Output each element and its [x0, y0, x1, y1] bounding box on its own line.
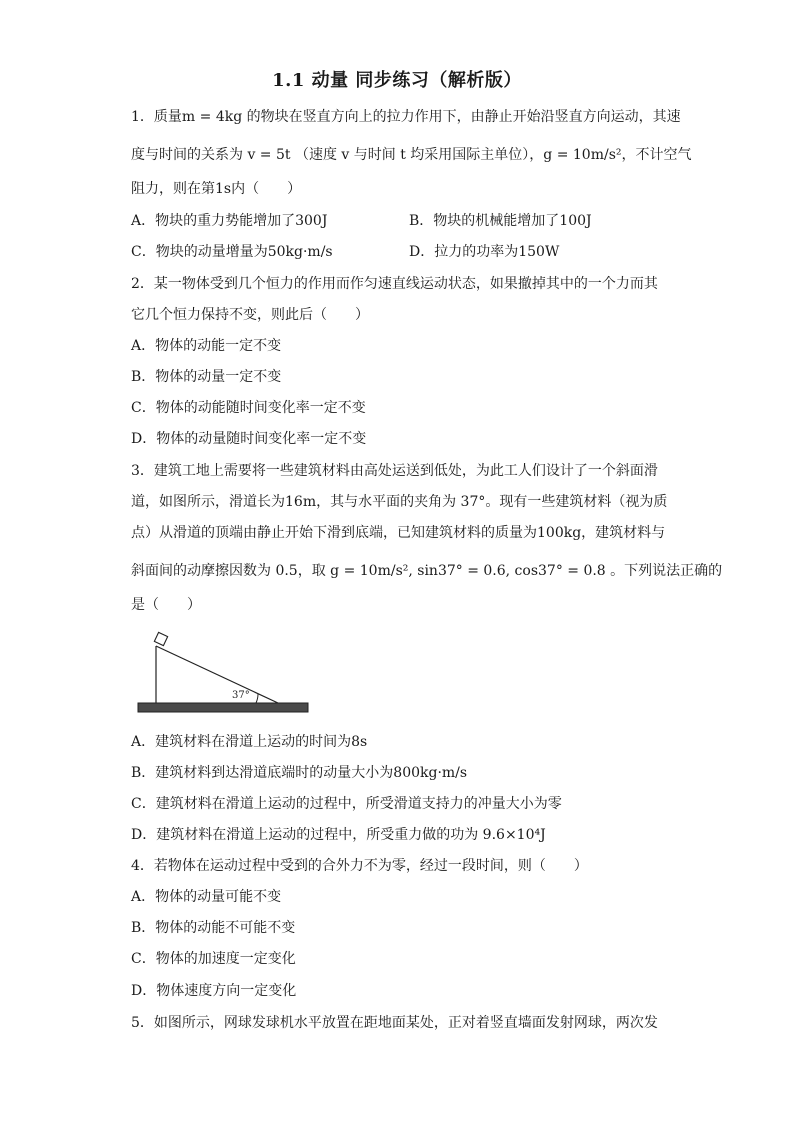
- q2-option-c: C．物体的动能随时间变化率一定不变: [131, 400, 366, 416]
- q1-option-d: D．拉力的功率为150W: [409, 244, 560, 260]
- angle-arc: [256, 694, 258, 703]
- q1-option-b: B．物块的机械能增加了100J: [409, 213, 592, 229]
- incline-slope: [156, 646, 278, 703]
- q2-stem-line-1: 2．某一物体受到几个恒力的作用而作匀速直线运动状态，如果撤掉其中的一个力而其: [131, 276, 658, 292]
- q4-option-b: B．物体的动能不可能不变: [131, 920, 296, 936]
- q4-stem-line-1: 4．若物体在运动过程中受到的合外力不为零，经过一段时间，则（ ）: [131, 858, 588, 874]
- page-title: 1.1 动量 同步练习（解析版）: [272, 70, 522, 91]
- q4-option-d: D．物体速度方向一定变化: [131, 983, 297, 999]
- angle-label: 37°: [232, 690, 250, 701]
- q1-stem-line-1: 1．质量m = 4kg 的物块在竖直方向上的拉力作用下，由静止开始沿竖直方向运动，其速: [131, 109, 681, 125]
- q5-stem-line-1: 5．如图所示，网球发球机水平放置在距地面某处，正对着竖直墙面发射网球，两次发: [131, 1015, 658, 1031]
- q2-option-b: B．物体的动量一定不变: [131, 369, 282, 385]
- q3-option-d: D．建筑材料在滑道上运动的过程中，所受重力做的功为 9.6×10⁴J: [131, 827, 546, 843]
- q4-option-c: C．物体的加速度一定变化: [131, 951, 296, 967]
- q2-stem-line-2: 它几个恒力保持不变，则此后（ ）: [131, 307, 369, 323]
- ground-base: [138, 703, 308, 712]
- q3-stem-line-5: 是（ ）: [131, 597, 201, 613]
- q3-stem-line-2: 道，如图所示，滑道长为16m，其与水平面的夹角为 37°。现有一些建筑材料（视为质: [131, 494, 668, 510]
- q1-stem-line-3: 阻力，则在第1s内（ ）: [131, 181, 302, 197]
- incline-slide-figure: [131, 628, 311, 716]
- q3-stem-line-3: 点）从滑道的顶端由静止开始下滑到底端，已知建筑材料的质量为100kg，建筑材料与: [131, 525, 666, 541]
- q1-option-c: C．物块的动量增量为50kg·m/s: [131, 244, 333, 260]
- q3-stem-line-1: 3．建筑工地上需要将一些建筑材料由高处运送到低处，为此工人们设计了一个斜面滑: [131, 463, 658, 479]
- q3-option-c: C．建筑材料在滑道上运动的过程中，所受滑道支持力的冲量大小为零: [131, 796, 562, 812]
- q2-option-d: D．物体的动量随时间变化率一定不变: [131, 431, 367, 447]
- q4-option-a: A．物体的动量可能不变: [131, 889, 282, 905]
- material-block: [154, 632, 167, 645]
- q2-option-a: A．物体的动能一定不变: [131, 338, 282, 354]
- q1-option-a: A．物块的重力势能增加了300J: [131, 213, 328, 229]
- q3-option-b: B．建筑材料到达滑道底端时的动量大小为800kg·m/s: [131, 765, 468, 781]
- q1-stem-line-2: 度与时间的关系为 v = 5t （速度 v 与时间 t 均采用国际主单位），g = 10m/s²，不计空气: [131, 147, 692, 163]
- q3-option-a: A．建筑材料在滑道上运动的时间为8s: [131, 734, 368, 750]
- q3-stem-line-4: 斜面间的动摩擦因数为 0.5，取 g = 10m/s², sin37° = 0.6, cos37° = 0.8 。下列说法正确的: [131, 563, 723, 579]
